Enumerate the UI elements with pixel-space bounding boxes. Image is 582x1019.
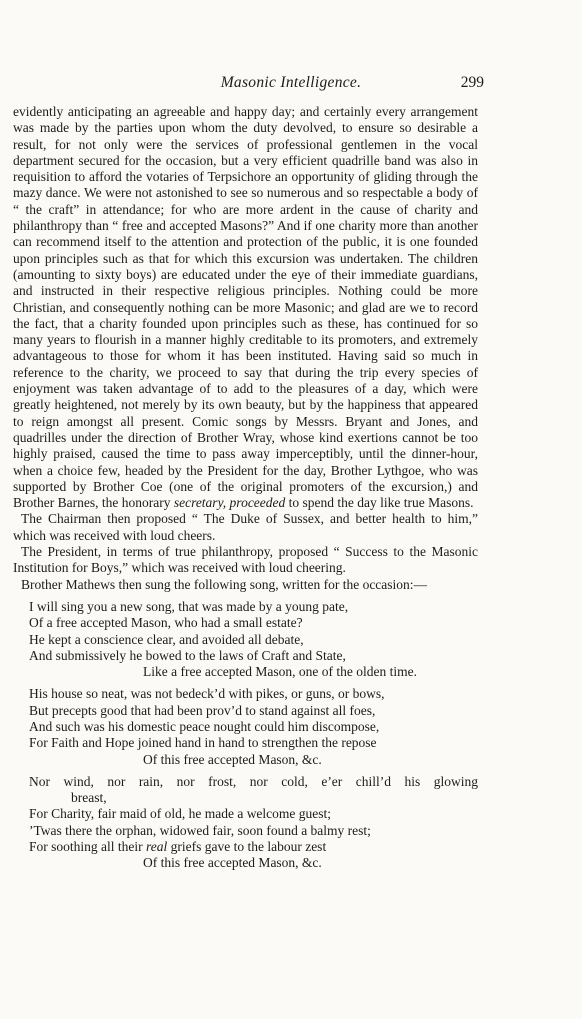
verse-line: ’Twas there the orphan, widowed fair, soon found a balmy rest; bbox=[29, 822, 371, 838]
verse-line: His house so neat, was not bedeck’d with pikes, or guns, or bows, bbox=[29, 686, 385, 702]
paragraph-chairman-toast: The Chairman then proposed “ The Duke of Sussex, and better health to him,” which was received with loud cheers. bbox=[13, 511, 478, 543]
verse-line: Of a free accepted Mason, who had a small estate? bbox=[29, 615, 303, 631]
stanza-2 bbox=[13, 686, 478, 767]
verse-line bbox=[13, 839, 478, 855]
verse-line: For Faith and Hope joined hand in hand to strengthen the repose bbox=[29, 735, 377, 751]
paragraph-president-toast: The President, in terms of true philanthropy, proposed “ Success to the Masonic Institution for Boys,” which was received with loud cheering. bbox=[13, 544, 478, 576]
verse-refrain: Of this free accepted Mason, &c. bbox=[143, 855, 322, 871]
verse-line: I will sing you a new song, that was made by a young pate, bbox=[29, 598, 349, 614]
running-title: Masonic Intelligence. bbox=[220, 74, 362, 91]
stanza-3 bbox=[13, 774, 478, 872]
italic-phrase: secretary, proceeded bbox=[173, 495, 286, 511]
stanza-1 bbox=[13, 599, 478, 680]
verse-line: But precepts good that had been prov’d to stand against all foes, bbox=[29, 702, 376, 718]
body-text bbox=[13, 104, 478, 872]
verse-line-continuation: breast, bbox=[71, 790, 107, 806]
verse-text: For soothing all their bbox=[29, 839, 146, 855]
paragraph-text: evidently anticipating an agreeable and happy day; and certainly every arrangement was made by the parties upon whom the duty devolved, to ensure so desirable a result, for not only were the services of professional gentlemen in the vocal department secured for the occasion, but a very efficient quadrille band was also in requisition to afford the votaries of Terpsichore an opportunity of gliding through the mazy dance. We were not astonished to see so numerous and so respectable a body of “ the craft” in attendance; for who are more ardent in the cause of charity and philanthropy than “ free and accepted Masons?” And if one charity more than another can recommend itself to the attention and protection of the public, it is one founded upon principles such as that for which this excursion was undertaken. The children (amounting to sixty boys) are educated under the eye of their immediate guardians, and instructed in their respective religious principles. Nothing could be more Christian, and consequently nothing can be more Masonic; and glad are we to record the fact, that a charity founded upon principles such as these, has continued for so many years to flourish in a manner highly creditable to its promoters, and extremely advantageous to those for whom it has been instituted. Having said so much in reference to the charity, we proceed to say that during the trip every species of enjoyment was taken advantage of to add to the pleasures of a day, which were greatly heightened, not merely by its own beauty, but by the happiness that appeared to reign amongst all present. Comic songs by Messrs. Bryant and Jones, and quadrilles under the direction of Brother Wray, whose kind exertions cannot be too highly praised, caused the time to pass away imperceptibly, until the dinner-hour, when a choice few, headed by the President for the day, Brother Lythgoe, who was supported by Brother Coe (one of the original promoters of the excursion,) and Brother Barnes, the honorary bbox=[13, 104, 478, 511]
verse-line: And submissively he bowed to the laws of Craft and State, bbox=[29, 647, 346, 663]
verse-line: And such was his domestic peace nought could him discompose, bbox=[29, 718, 380, 734]
page-number: 299 bbox=[460, 74, 484, 91]
paragraph-tail: to spend the day like true Masons. bbox=[285, 495, 474, 511]
verse-refrain: Like a free accepted Mason, one of the olden time. bbox=[143, 664, 418, 680]
verse-line: Nor wind, nor rain, nor frost, nor cold, e’er chill’d his glowing bbox=[29, 773, 478, 789]
verse-refrain: Of this free accepted Mason, &c. bbox=[143, 751, 322, 767]
verse-line: He kept a conscience clear, and avoided all debate, bbox=[29, 631, 304, 647]
verse-line: For Charity, fair maid of old, he made a welcome guest; bbox=[29, 806, 332, 822]
page-header bbox=[0, 74, 582, 94]
paragraph-continued bbox=[13, 104, 478, 511]
italic-word: real bbox=[146, 839, 168, 855]
verse-text: griefs gave to the labour zest bbox=[167, 839, 327, 855]
paragraph-song-intro: Brother Mathews then sung the following song, written for the occasion:— bbox=[21, 576, 428, 592]
song-verse bbox=[13, 599, 478, 872]
